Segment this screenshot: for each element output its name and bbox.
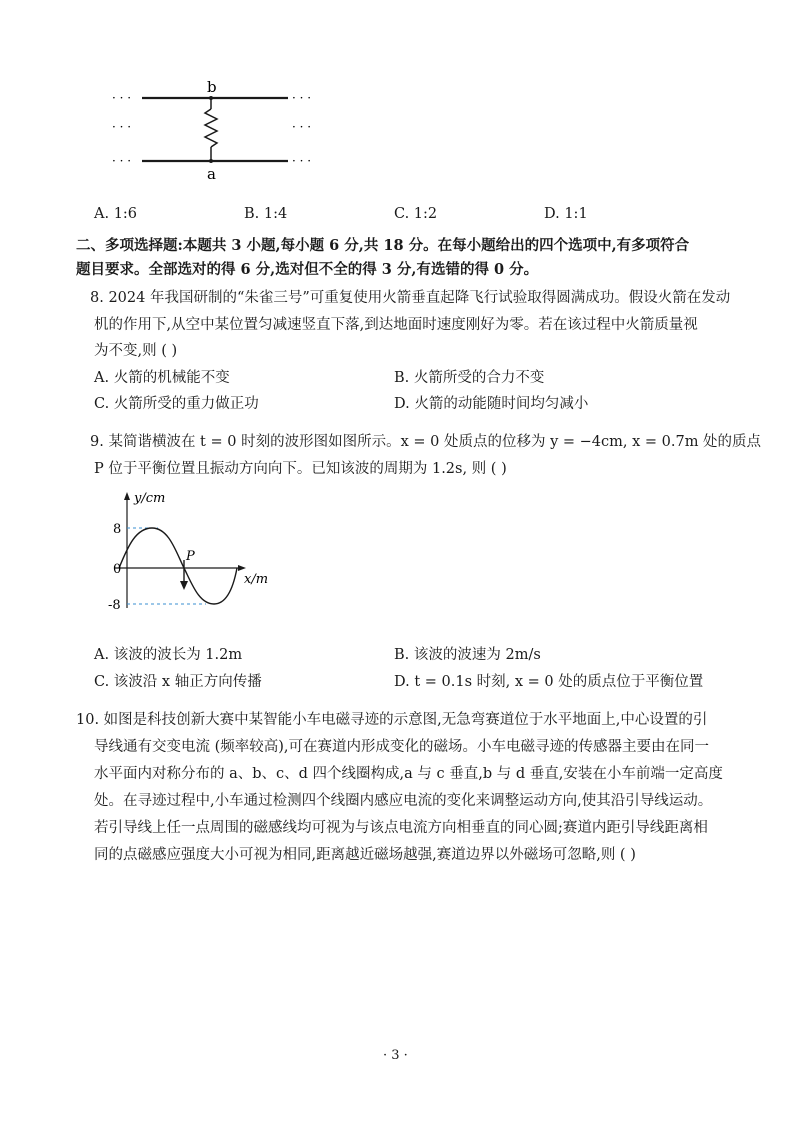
label-b: b (207, 78, 217, 96)
q8-line2: 机的作用下,从空中某位置匀减速竖直下落,到达地面时速度刚好为零。若在该过程中火箭质量视 (94, 317, 698, 333)
q8-option-d[interactable]: D. 火箭的动能随时间均匀减小 (394, 396, 589, 412)
tick-neg8: -8 (108, 598, 121, 613)
q9-line2: P 位于平衡位置且振动方向向下。已知该波的周期为 1.2s, 则 ( ) (94, 461, 507, 477)
page-number: · 3 · (383, 1048, 408, 1063)
dots-top-left: · · · (112, 91, 132, 105)
q10-line4: 处。在寻迹过程中,小车通过检测四个线圈内感应电流的变化来调整运动方向,使其沿引导线运动。 (94, 793, 713, 809)
q10-line6: 同的点磁感应强度大小可视为相同,距离越近磁场越强,赛道边界以外磁场可忽略,则 ( ) (94, 847, 636, 863)
q9-option-d[interactable]: D. t = 0.1s 时刻, x = 0 处的质点位于平衡位置 (394, 674, 704, 690)
dots-bot-right: · · · (292, 154, 312, 168)
label-a: a (207, 165, 216, 183)
rails-spring-figure (110, 75, 330, 185)
section2-line2: 题目要求。全部选对的得 6 分,选对但不全的得 3 分,有选错的得 0 分。 (76, 261, 539, 278)
point-p-label: P (186, 549, 195, 564)
q8-option-c[interactable]: C. 火箭所受的重力做正功 (94, 396, 259, 412)
q9-option-a[interactable]: A. 该波的波长为 1.2m (94, 647, 243, 663)
q8-line3: 为不变,则 ( ) (94, 343, 178, 359)
q10-line5: 若引导线上任一点周围的磁感线均可视为与该点电流方向相垂直的同心圆;赛道内距引导线距离相 (94, 820, 708, 836)
y-axis-label: y/cm (134, 491, 166, 506)
q10-line3: 水平面内对称分布的 a、b、c、d 四个线圈构成,a 与 c 垂直,b 与 d 垂直,安装在小车前端一定高度 (94, 766, 723, 782)
q7-option-d[interactable]: D. 1:1 (544, 206, 588, 222)
q9-option-c[interactable]: C. 该波沿 x 轴正方向传播 (94, 674, 262, 690)
wave-graph (104, 490, 284, 625)
dots-mid-right: · · · (292, 120, 312, 134)
tick-8: 8 (113, 522, 122, 537)
q9-line1: 9. 某简谐横波在 t = 0 时刻的波形图如图所示。x = 0 处质点的位移为 y = −4cm, x = 0.7m 处的质点 (90, 434, 762, 450)
q7-option-c[interactable]: C. 1:2 (394, 206, 438, 222)
q7-option-a[interactable]: A. 1:6 (94, 206, 138, 222)
q8-option-b[interactable]: B. 火箭所受的合力不变 (394, 370, 545, 386)
dots-bot-left: · · · (112, 154, 132, 168)
q9-option-b[interactable]: B. 该波的波速为 2m/s (394, 647, 541, 663)
q8-option-a[interactable]: A. 火箭的机械能不变 (94, 370, 230, 386)
q7-option-b[interactable]: B. 1:4 (244, 206, 288, 222)
dots-mid-left: · · · (112, 120, 132, 134)
q10-line1: 10. 如图是科技创新大赛中某智能小车电磁寻迹的示意图,无急弯赛道位于水平地面上,中心设置的引 (76, 712, 708, 728)
dots-top-right: · · · (292, 91, 312, 105)
section2-line1: 二、多项选择题:本题共 3 小题,每小题 6 分,共 18 分。在每小题给出的四个选项中,有多项符合 (76, 237, 690, 254)
tick-0: 0 (113, 562, 122, 577)
x-axis-label: x/m (244, 572, 269, 587)
q10-line2: 导线通有交变电流 (频率较高),可在赛道内形成变化的磁场。小车电磁寻迹的传感器主要由在同一 (94, 739, 710, 755)
q8-line1: 8. 2024 年我国研制的“朱雀三号”可重复使用火箭垂直起降飞行试验取得圆满成功。假设火箭在发动 (90, 290, 731, 306)
